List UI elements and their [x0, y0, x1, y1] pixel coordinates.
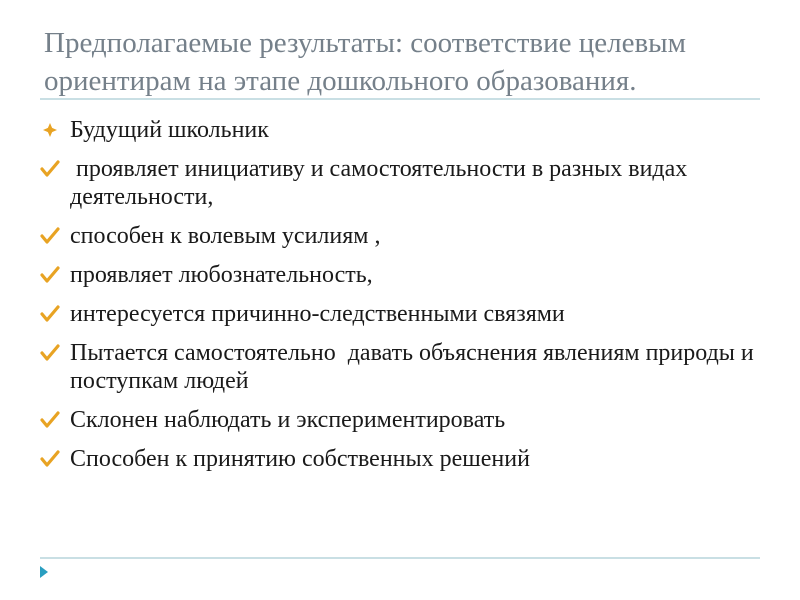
checkmark-icon — [38, 406, 62, 434]
bullet-text: Способен к принятию собственных решений — [70, 446, 530, 472]
bullet-text: Склонен наблюдать и экспериментировать — [70, 407, 506, 433]
title-line-2: ориентирам на этапе дошкольного образования. — [44, 65, 637, 97]
checkmark-icon — [38, 222, 62, 250]
bullet-item-curiosity — [38, 261, 758, 289]
bullet-item-causality — [38, 300, 758, 328]
bullet-item-initiative — [38, 155, 758, 211]
slide-title — [44, 24, 774, 100]
bullet-item-willpower — [38, 222, 758, 250]
bullet-text: Пытается самостоятельно давать объяснения явлениям природы и поступкам людей — [70, 340, 760, 394]
bullet-item-decisions — [38, 445, 758, 473]
bullet-text: проявляет любознательность, — [70, 262, 373, 288]
bullet-text: Будущий школьник — [70, 117, 269, 143]
play-arrow-icon[interactable] — [40, 566, 48, 578]
title-line-1: Предполагаемые результаты: соответствие целевым — [44, 27, 686, 59]
bullet-text: интересуется причинно-следственными связями — [70, 301, 565, 327]
checkmark-icon — [38, 445, 62, 473]
diamond-bullet-icon — [38, 116, 62, 144]
bullet-text: способен к волевым усилиям , — [70, 223, 381, 249]
title-divider — [40, 98, 760, 100]
checkmark-icon — [38, 155, 62, 183]
bullet-item-experiment — [38, 406, 758, 434]
bullet-item-explanations — [38, 339, 758, 395]
checkmark-icon — [38, 339, 62, 367]
bullet-text: проявляет инициативу и самостоятельности в разных видах деятельности, — [70, 156, 694, 210]
bullet-item-future-schoolchild — [38, 116, 758, 144]
checkmark-icon — [38, 261, 62, 289]
checkmark-icon — [38, 300, 62, 328]
bullet-list — [38, 116, 758, 484]
footer-divider — [40, 557, 760, 559]
